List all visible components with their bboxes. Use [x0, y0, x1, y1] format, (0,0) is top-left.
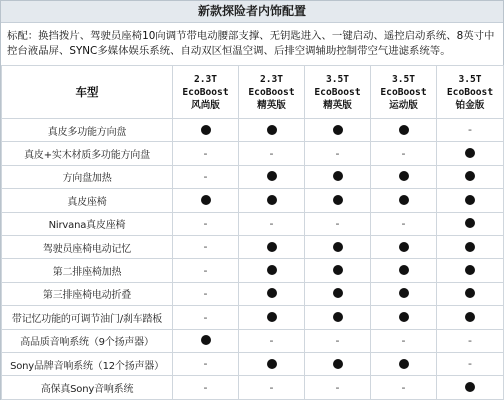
variant-header — [173, 66, 239, 119]
variant-trim: 精英版 — [257, 99, 286, 111]
variant-engine: 2.3T — [259, 73, 284, 85]
standard-dot-icon — [399, 125, 409, 135]
standard-dot-icon — [465, 171, 475, 181]
standard-cell — [239, 189, 305, 212]
variant-trim: 铂金版 — [455, 99, 485, 111]
feature-name: 高保真Sony音响系统 — [2, 376, 173, 399]
standard-dot-icon — [465, 265, 475, 275]
feature-name: 方向盘加热 — [2, 165, 173, 188]
standard-dot-icon — [333, 125, 343, 135]
standard-cell — [371, 189, 437, 212]
table-row — [2, 306, 504, 329]
dash-icon: - — [335, 333, 340, 347]
feature-name: 第二排座椅加热 — [2, 259, 173, 282]
table-row — [2, 189, 504, 212]
standard-dot-icon — [465, 195, 475, 205]
standard-dot-icon — [267, 312, 277, 322]
not-available-cell — [173, 376, 239, 399]
standard-cell — [173, 329, 239, 352]
standard-cell — [173, 189, 239, 212]
standard-dot-icon — [399, 288, 409, 298]
variant-engine-type: EcoBoost — [314, 86, 361, 98]
dash-icon: - — [335, 146, 340, 160]
dash-icon: - — [468, 333, 472, 347]
table-row — [2, 329, 504, 352]
dash-icon: - — [203, 263, 208, 277]
standard-cell — [437, 142, 504, 165]
standard-cell — [371, 165, 437, 188]
standard-cell — [305, 306, 371, 329]
standard-cell — [239, 165, 305, 188]
standard-cell — [173, 119, 239, 142]
standard-cell — [437, 235, 504, 258]
standard-cell — [239, 352, 305, 375]
standard-dot-icon — [333, 359, 343, 369]
dash-icon: - — [203, 146, 208, 160]
standard-dot-icon — [333, 242, 343, 252]
standard-dot-icon — [333, 171, 343, 181]
standard-cell — [239, 235, 305, 258]
dash-icon: - — [203, 170, 208, 184]
variant-engine: 3.5T — [458, 73, 482, 85]
standard-cell — [305, 165, 371, 188]
standard-cell — [305, 352, 371, 375]
variant-trim: 运动版 — [389, 99, 418, 111]
standard-dot-icon — [333, 195, 343, 205]
standard-dot-icon — [465, 148, 475, 158]
page-title: 新款探险者内饰配置 — [1, 1, 503, 23]
variant-engine-type: EcoBoost — [446, 86, 494, 98]
not-available-cell — [305, 376, 371, 399]
table-row — [2, 352, 504, 375]
standard-cell — [437, 376, 504, 399]
not-available-cell — [371, 212, 437, 235]
standard-cell — [371, 259, 437, 282]
table-row — [2, 282, 504, 305]
standard-dot-icon — [465, 242, 475, 252]
standard-cell — [239, 259, 305, 282]
feature-name: 第三排座椅电动折叠 — [2, 282, 173, 305]
feature-name: 真皮+实木材质多功能方向盘 — [2, 142, 173, 165]
standard-dot-icon — [267, 195, 277, 205]
standard-cell — [371, 306, 437, 329]
standard-dot-icon — [399, 242, 409, 252]
feature-name: Nirvana真皮座椅 — [2, 212, 173, 235]
variant-engine: 2.3T — [193, 73, 218, 85]
standard-cell — [437, 282, 504, 305]
dash-icon: - — [269, 146, 274, 160]
standard-cell — [371, 352, 437, 375]
model-column-header: 车型 — [2, 66, 173, 119]
standard-dot-icon — [267, 171, 277, 181]
table-row — [2, 259, 504, 282]
standard-dot-icon — [201, 195, 211, 205]
variant-header — [239, 66, 305, 119]
standard-cell — [437, 306, 504, 329]
dash-icon: - — [203, 287, 208, 301]
not-available-cell — [305, 329, 371, 352]
dash-icon: - — [203, 217, 208, 230]
standard-cell — [305, 235, 371, 258]
variant-header — [305, 66, 371, 119]
standard-dot-icon — [267, 265, 277, 275]
variant-engine-type: EcoBoost — [248, 86, 295, 98]
standard-dot-icon — [465, 288, 475, 298]
not-available-cell — [437, 352, 504, 375]
standard-cell — [437, 189, 504, 212]
standard-cell — [371, 235, 437, 258]
standard-dot-icon — [201, 125, 211, 135]
standard-dot-icon — [399, 312, 409, 322]
not-available-cell — [305, 212, 371, 235]
standard-dot-icon — [465, 218, 475, 228]
variant-trim: 风尚版 — [191, 99, 220, 111]
table-header-row — [2, 66, 504, 119]
table-row — [2, 119, 504, 142]
feature-name: 真皮多功能方向盘 — [2, 119, 173, 142]
standard-cell — [437, 212, 504, 235]
not-available-cell — [371, 329, 437, 352]
not-available-cell — [173, 306, 239, 329]
not-available-cell — [173, 142, 239, 165]
dash-icon: - — [269, 333, 274, 347]
dash-icon: - — [468, 123, 472, 137]
not-available-cell — [239, 142, 305, 165]
standard-cell — [239, 282, 305, 305]
not-available-cell — [173, 212, 239, 235]
dash-icon: - — [401, 217, 406, 230]
feature-name: Sony品牌音响系统（12个扬声器） — [2, 352, 173, 375]
dash-icon: - — [401, 146, 406, 160]
standard-cell — [239, 119, 305, 142]
not-available-cell — [437, 119, 504, 142]
variant-engine-type: EcoBoost — [182, 86, 229, 98]
standard-dot-icon — [333, 288, 343, 298]
dash-icon: - — [269, 380, 274, 394]
variant-engine-type: EcoBoost — [380, 86, 427, 98]
table-row — [2, 376, 504, 399]
config-table — [1, 65, 504, 400]
dash-icon: - — [269, 217, 274, 230]
feature-name: 高品质音响系统（9个扬声器） — [2, 329, 173, 352]
variant-header — [371, 66, 437, 119]
variant-trim: 精英版 — [323, 99, 352, 111]
variant-engine: 3.5T — [325, 73, 350, 85]
not-available-cell — [305, 142, 371, 165]
table-row — [2, 212, 504, 235]
dash-icon: - — [203, 357, 208, 371]
dash-icon: - — [335, 380, 340, 394]
standard-dot-icon — [399, 195, 409, 205]
standard-cell — [305, 189, 371, 212]
not-available-cell — [173, 235, 239, 258]
standard-dot-icon — [465, 382, 475, 392]
standard-dot-icon — [267, 242, 277, 252]
standard-dot-icon — [333, 265, 343, 275]
standard-dot-icon — [465, 312, 475, 322]
standard-dot-icon — [267, 359, 277, 369]
feature-name: 带记忆功能的可调节油门/刹车踏板 — [2, 306, 173, 329]
table-body — [2, 119, 504, 400]
dash-icon: - — [203, 240, 208, 254]
dash-icon: - — [335, 217, 340, 230]
not-available-cell — [239, 329, 305, 352]
not-available-cell — [173, 352, 239, 375]
table-row — [2, 165, 504, 188]
dash-icon: - — [203, 310, 208, 324]
standard-cell — [437, 165, 504, 188]
not-available-cell — [173, 282, 239, 305]
standard-dot-icon — [201, 335, 211, 345]
not-available-cell — [371, 142, 437, 165]
not-available-cell — [371, 376, 437, 399]
standard-cell — [371, 282, 437, 305]
standard-cell — [239, 306, 305, 329]
not-available-cell — [173, 165, 239, 188]
standard-cell — [305, 259, 371, 282]
standard-cell — [371, 119, 437, 142]
not-available-cell — [239, 212, 305, 235]
standard-cell — [437, 259, 504, 282]
standard-dot-icon — [333, 312, 343, 322]
feature-name: 驾驶员座椅电动记忆 — [2, 235, 173, 258]
standard-cell — [305, 282, 371, 305]
not-available-cell — [173, 259, 239, 282]
feature-name: 真皮座椅 — [2, 189, 173, 212]
not-available-cell — [239, 376, 305, 399]
table-row — [2, 235, 504, 258]
standard-dot-icon — [267, 125, 277, 135]
standard-cell — [305, 119, 371, 142]
standard-dot-icon — [399, 359, 409, 369]
dash-icon: - — [401, 380, 406, 394]
variant-header — [437, 66, 504, 119]
standard-dot-icon — [267, 288, 277, 298]
dash-icon: - — [401, 333, 406, 347]
dash-icon: - — [203, 380, 208, 394]
standard-dot-icon — [399, 265, 409, 275]
dash-icon: - — [468, 357, 472, 371]
variant-engine: 3.5T — [391, 73, 416, 85]
not-available-cell — [437, 329, 504, 352]
standard-equipment-note: 标配：换挡拨片、驾驶员座椅10向调节带电动腰部支撑、无钥匙进入、一键启动、遥控启动系统、8英寸中控台液晶屏、SYNC多媒体娱乐系统、自动双区恒温空调、后排空调辅助控制带空气进滤系统等。 — [7, 30, 495, 57]
standard-dot-icon — [399, 171, 409, 181]
table-row — [2, 142, 504, 165]
